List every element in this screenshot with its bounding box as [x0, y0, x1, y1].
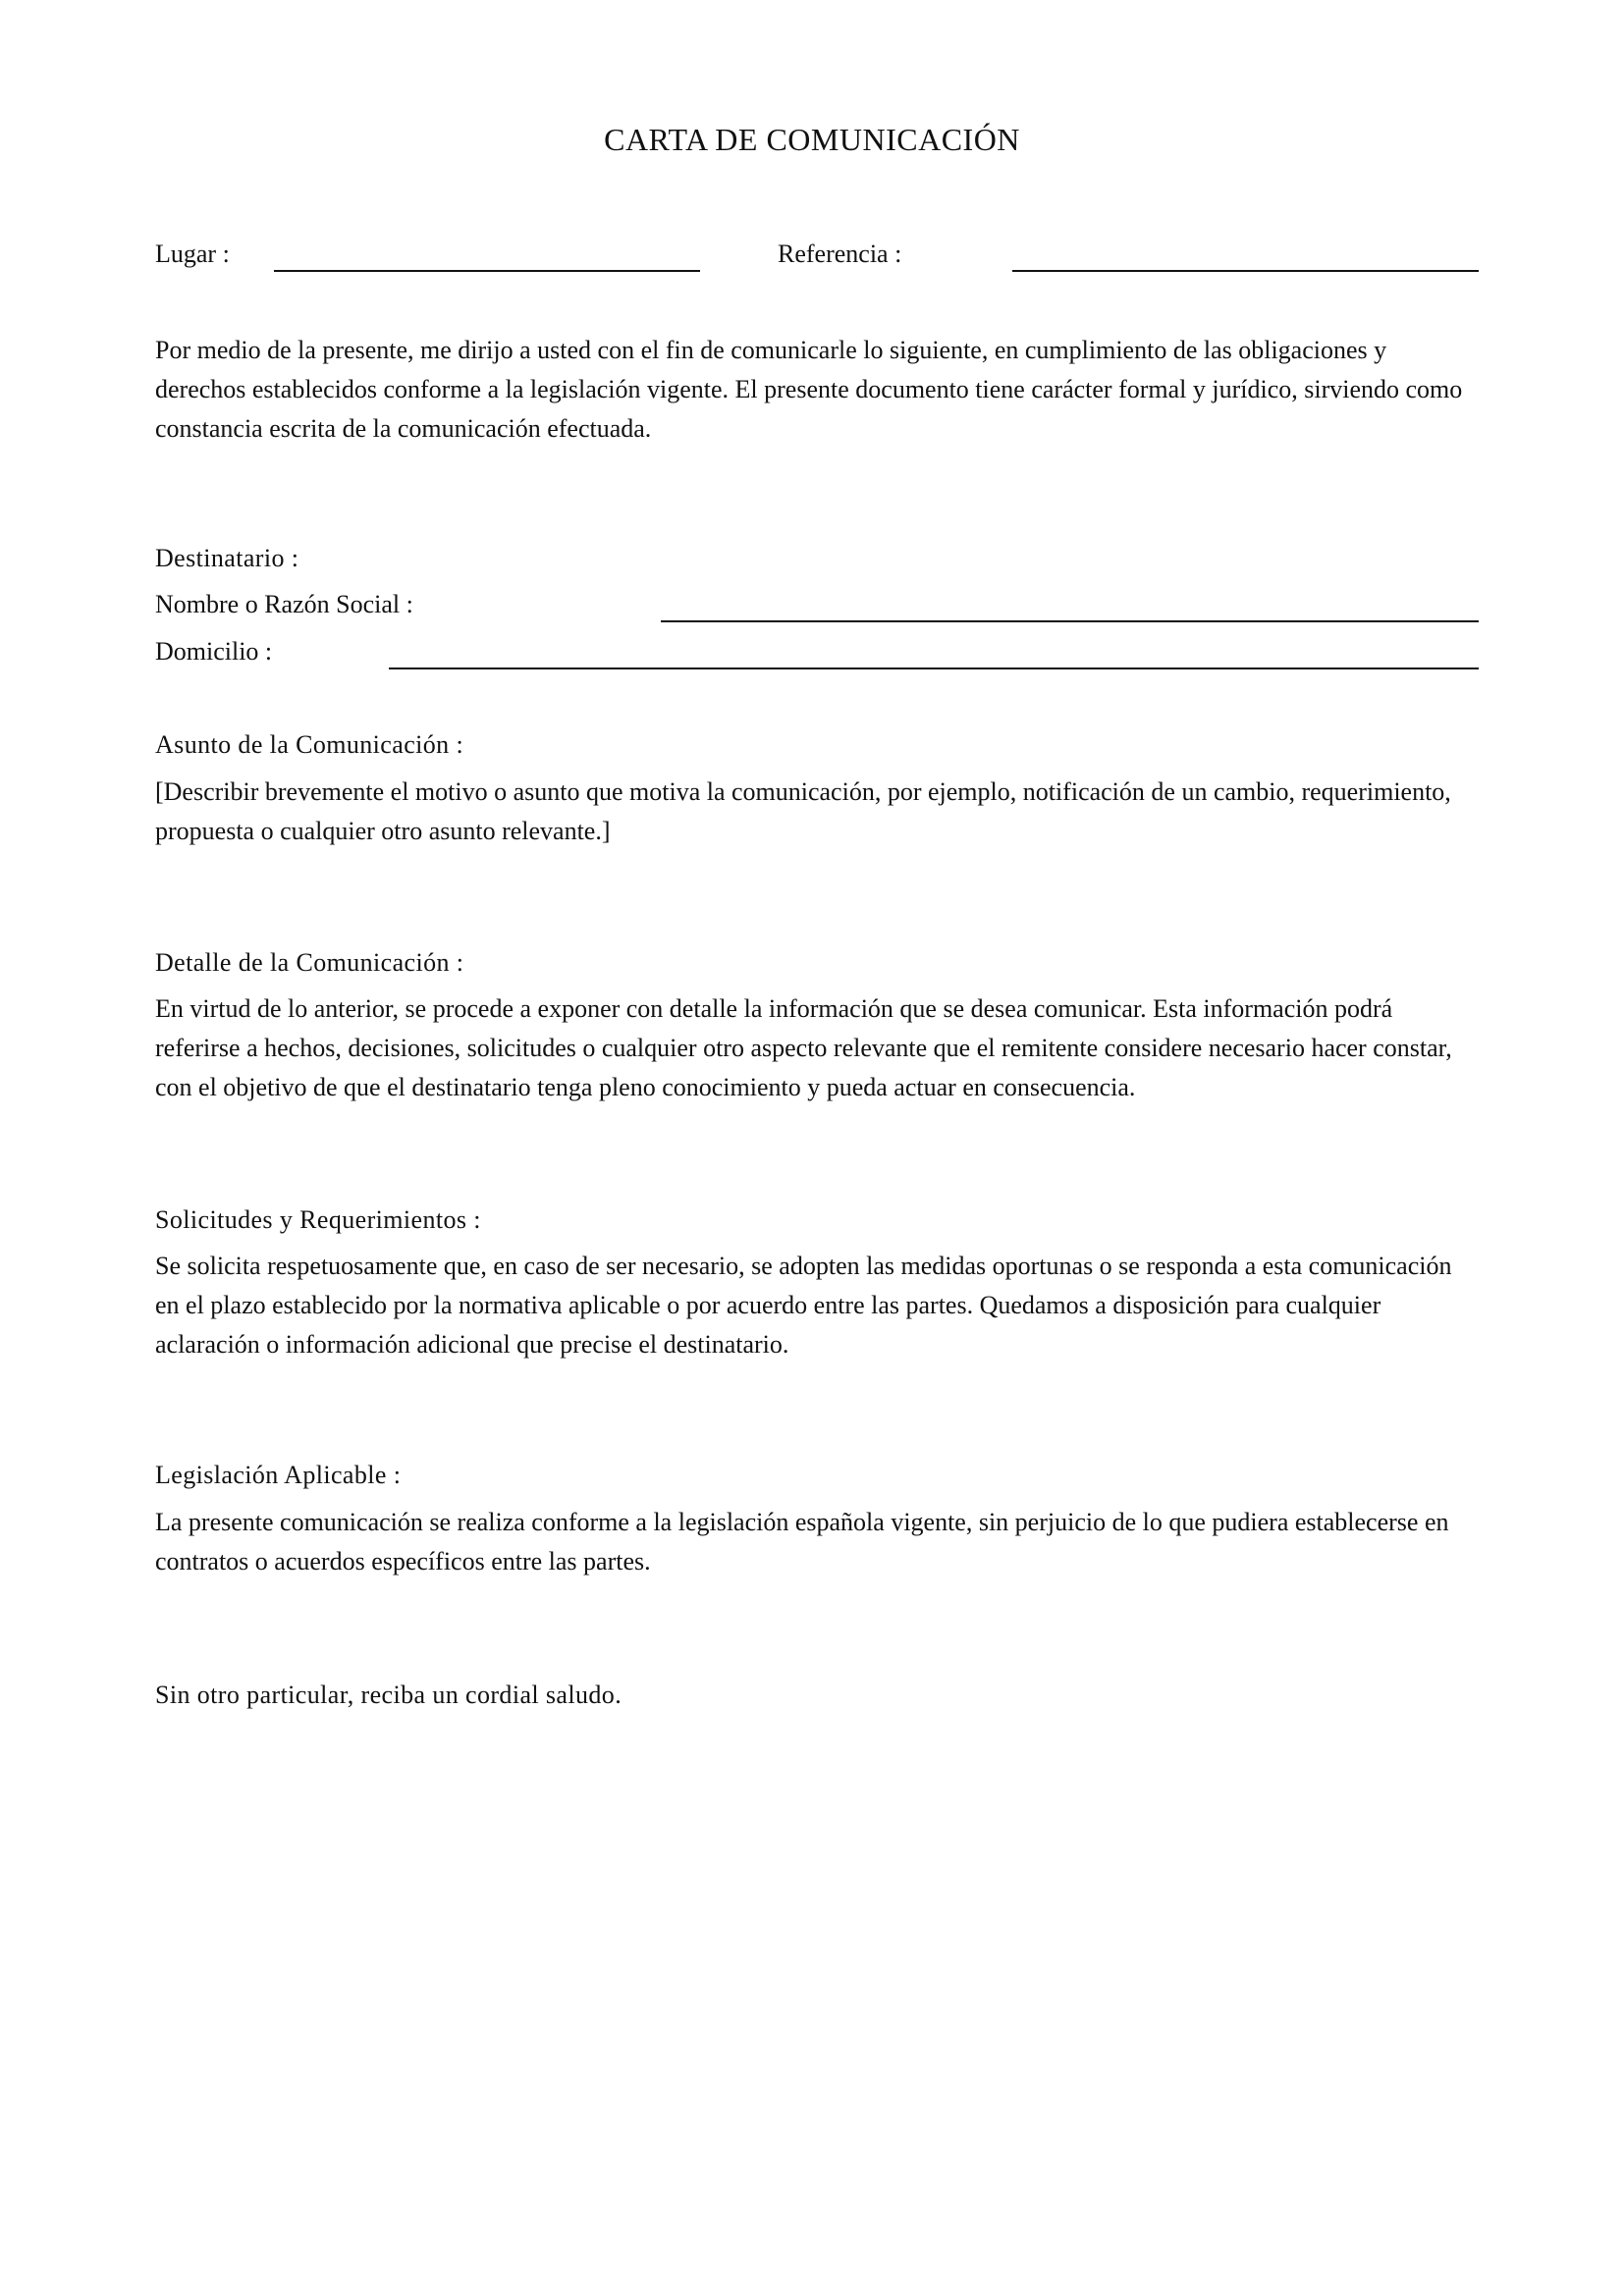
document-title: CARTA DE COMUNICACIÓN: [604, 122, 1020, 157]
legislation-body: La presente comunicación se realiza conforme a la legislación española vigente, sin perjuicio de lo que pudiera establecerse en contratos o acuerdos específicos entre las partes.: [155, 1508, 1449, 1575]
subject-heading: Asunto de la Comunicación :: [155, 730, 464, 759]
recipient-name-label: Nombre o Razón Social :: [155, 590, 413, 618]
legislation-heading: Legislación Aplicable :: [155, 1461, 402, 1489]
recipient-heading: Destinatario :: [155, 544, 299, 572]
detail-body: En virtud de lo anterior, se procede a exponer con detalle la información que se desea comunicar. Esta información podrá referirse a hechos, decisiones, solicitudes o cualquier otro aspecto relevante que el remitente considere necesario hacer constar, con el objetivo de que el destinatario tenga pleno conocimiento y pueda actuar en consecuencia.: [155, 994, 1452, 1101]
place-label: Lugar :: [155, 240, 230, 268]
detail-heading: Detalle de la Comunicación :: [155, 948, 464, 977]
closing-line: Sin otro particular, reciba un cordial saludo.: [155, 1681, 623, 1709]
recipient-address-label: Domicilio :: [155, 637, 273, 666]
subject-body: [Describir brevemente el motivo o asunto que motiva la comunicación, por ejemplo, notificación de un cambio, requerimiento, propuesta o cualquier otro asunto relevante.]: [155, 777, 1451, 845]
requests-body: Se solicita respetuosamente que, en caso de ser necesario, se adopten las medidas oportunas o se responda a esta comunicación en el plazo establecido por la normativa aplicable o por acuerdo entre las partes. Quedamos a disposición para cualquier aclaración o información adicional que precise el destinatario.: [155, 1252, 1452, 1359]
requests-heading: Solicitudes y Requerimientos :: [155, 1205, 481, 1234]
reference-label: Referencia :: [778, 240, 902, 268]
intro-paragraph: Por medio de la presente, me dirijo a usted con el fin de comunicarle lo siguiente, en cumplimiento de las obligaciones y derechos establecidos conforme a la legislación vigente. El presente documento tiene carácter formal y jurídico, sirviendo como constancia escrita de la comunicación efectuada.: [155, 336, 1463, 443]
recipient-address-line[interactable]: [389, 667, 1479, 669]
place-field-line[interactable]: [274, 270, 700, 272]
recipient-name-line[interactable]: [661, 620, 1479, 622]
reference-field-line[interactable]: [1012, 270, 1479, 272]
